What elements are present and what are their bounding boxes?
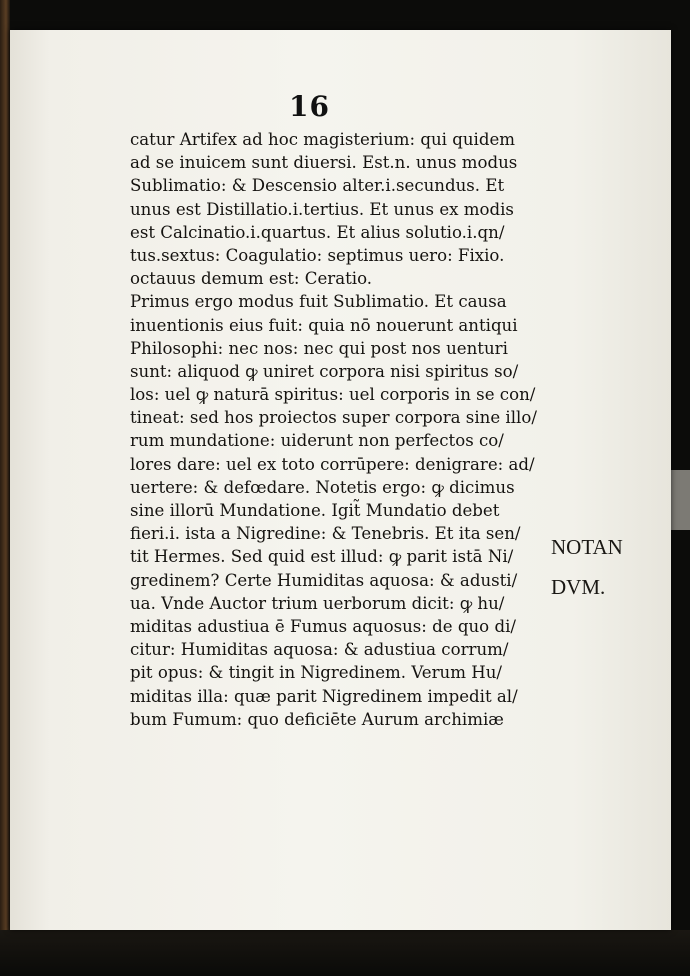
text-line: los: uel ꝙ naturā spiritus: uel corporis in se con/ xyxy=(130,385,536,405)
scan-background xyxy=(0,930,690,976)
margin-note xyxy=(551,527,623,607)
text-line: miditas adustiua ē Fumus aquosus: de quo di/ xyxy=(130,616,516,636)
text-line: lores dare: uel ex toto corrūpere: denigrare: ad/ xyxy=(130,454,535,474)
text-line: rum mundatione: uiderunt non perfectos co/ xyxy=(130,431,504,451)
text-line: fieri.i. ista a Nigredine: & Tenebris. Et ita sen/ xyxy=(130,524,521,544)
margin-note-line: NOTAN xyxy=(551,535,623,559)
text-line: Primus ergo modus fuit Sublimatio. Et causa xyxy=(130,292,507,312)
body-text xyxy=(130,128,550,731)
text-line: Philosophi: nec nos: nec qui post nos uenturi xyxy=(130,338,508,358)
text-line: unus est Distillatio.i.tertius. Et unus ex modis xyxy=(130,199,514,219)
text-line: inuentionis eius fuit: quia nō nouerunt antiqui xyxy=(130,315,518,335)
text-line: est Calcinatio.i.quartus. Et alius solutio.i.qn/ xyxy=(130,222,505,242)
text-line: uertere: & defœdare. Notetis ergo: ꝙ dicimus xyxy=(130,477,515,497)
text-line: bum Fumum: quo deficiēte Aurum archimiæ xyxy=(130,709,504,729)
text-line: gredinem? Certe Humiditas aquosa: & adusti/ xyxy=(130,570,518,590)
text-line: ad se inuicem sunt diuersi. Est.n. unus modus xyxy=(130,153,518,173)
margin-note-line: DVM. xyxy=(551,575,606,599)
book-binding-edge xyxy=(0,0,10,976)
text-line: sine illorū Mundatione. Igit̃ Mundatio debet xyxy=(130,501,500,520)
text-line: pit opus: & tingit in Nigredinem. Verum Hu/ xyxy=(130,663,502,683)
next-page-edge xyxy=(671,470,690,530)
text-line: sunt: aliquod ꝙ uniret corpora nisi spiritus so/ xyxy=(130,361,519,381)
text-line: tit Hermes. Sed quid est illud: ꝙ parit istā Ni/ xyxy=(130,547,514,567)
text-line: tus.sextus: Coagulatio: septimus uero: Fixio. xyxy=(130,245,505,265)
text-line: tineat: sed hos proiectos super corpora sine illo/ xyxy=(130,408,537,428)
text-line: miditas illa: quæ parit Nigredinem impedit al/ xyxy=(130,686,518,706)
text-line: ua. Vnde Auctor trium uerborum dicit: ꝙ hu/ xyxy=(130,593,505,613)
text-line: octauus demum est: Ceratio. xyxy=(130,269,373,289)
text-line: catur Artifex ad hoc magisterium: qui quidem xyxy=(130,130,516,149)
text-line: citur: Humiditas aquosa: & adustiua corrum/ xyxy=(130,640,509,660)
text-line: Sublimatio: & Descensio alter.i.secundus. Et xyxy=(130,176,505,196)
page-number: 16 xyxy=(289,90,330,123)
